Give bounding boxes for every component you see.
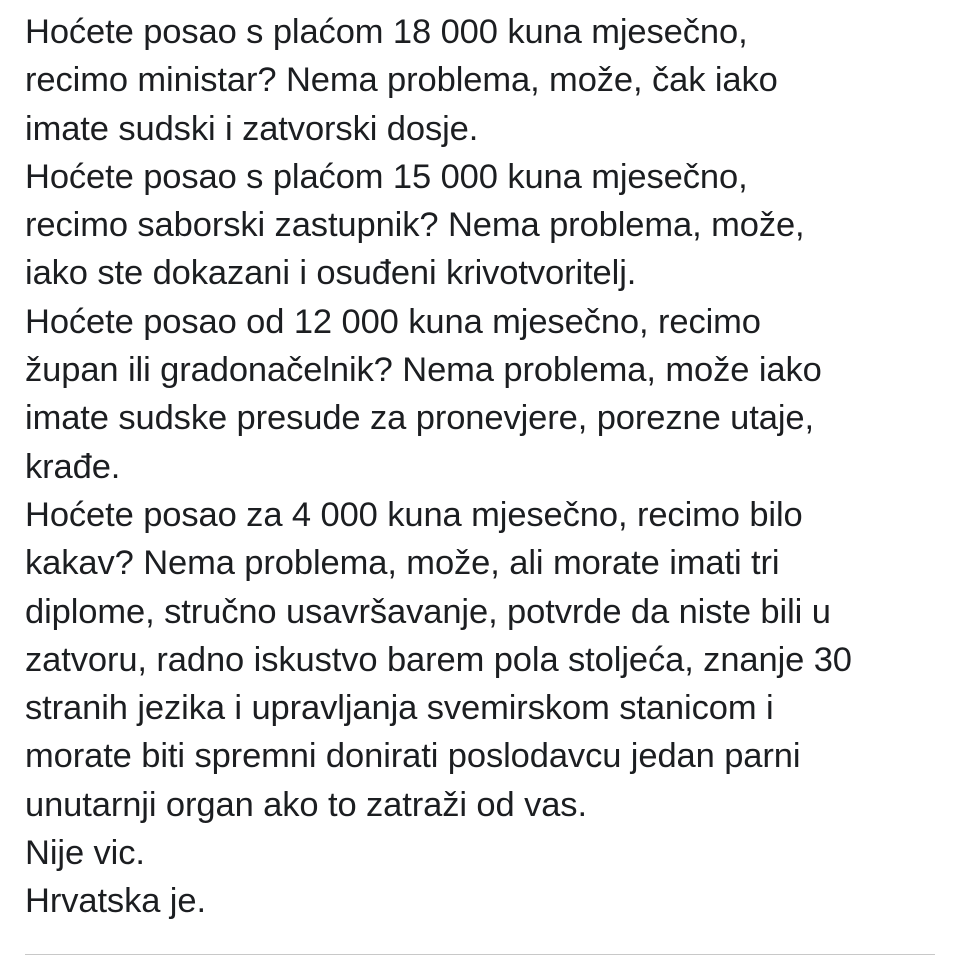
post-line: unutarnji organ ako to zatraži od vas. <box>25 785 587 824</box>
post-line: Hoćete posao za 4 000 kuna mjesečno, recimo bilo <box>25 495 803 534</box>
post-body <box>25 8 955 926</box>
post-line: kakav? Nema problema, može, ali morate imati tri <box>25 544 780 583</box>
post-line: imate sudske presude za pronevjere, porezne utaje, <box>25 399 814 438</box>
post-line: diplome, stručno usavršavanje, potvrde da niste bili u <box>25 592 831 631</box>
post-line: zatvoru, radno iskustvo barem pola stoljeća, znanje 30 <box>25 640 852 679</box>
post-line: Nije vic. <box>25 834 145 873</box>
post-line: morate biti spremni donirati poslodavcu jedan parni <box>25 737 801 776</box>
post-line: župan ili gradonačelnik? Nema problema, može iako <box>25 351 822 390</box>
post-line: recimo ministar? Nema problema, može, čak iako <box>25 61 778 100</box>
post-line: Hrvatska je. <box>25 882 206 921</box>
post-line: krađe. <box>25 447 121 486</box>
divider <box>25 954 935 955</box>
post-line: Hoćete posao od 12 000 kuna mjesečno, recimo <box>25 302 761 341</box>
post-line: Hoćete posao s plaćom 15 000 kuna mjesečno, <box>25 157 748 196</box>
post-line: iako ste dokazani i osuđeni krivotvoritelj. <box>25 254 637 293</box>
post-line: recimo saborski zastupnik? Nema problema, može, <box>25 206 805 245</box>
post-line: Hoćete posao s plaćom 18 000 kuna mjesečno, <box>25 13 748 51</box>
post-line: stranih jezika i upravljanja svemirskom stanicom i <box>25 689 774 728</box>
post-text <box>25 8 955 926</box>
post-line: imate sudski i zatvorski dosje. <box>25 109 479 148</box>
